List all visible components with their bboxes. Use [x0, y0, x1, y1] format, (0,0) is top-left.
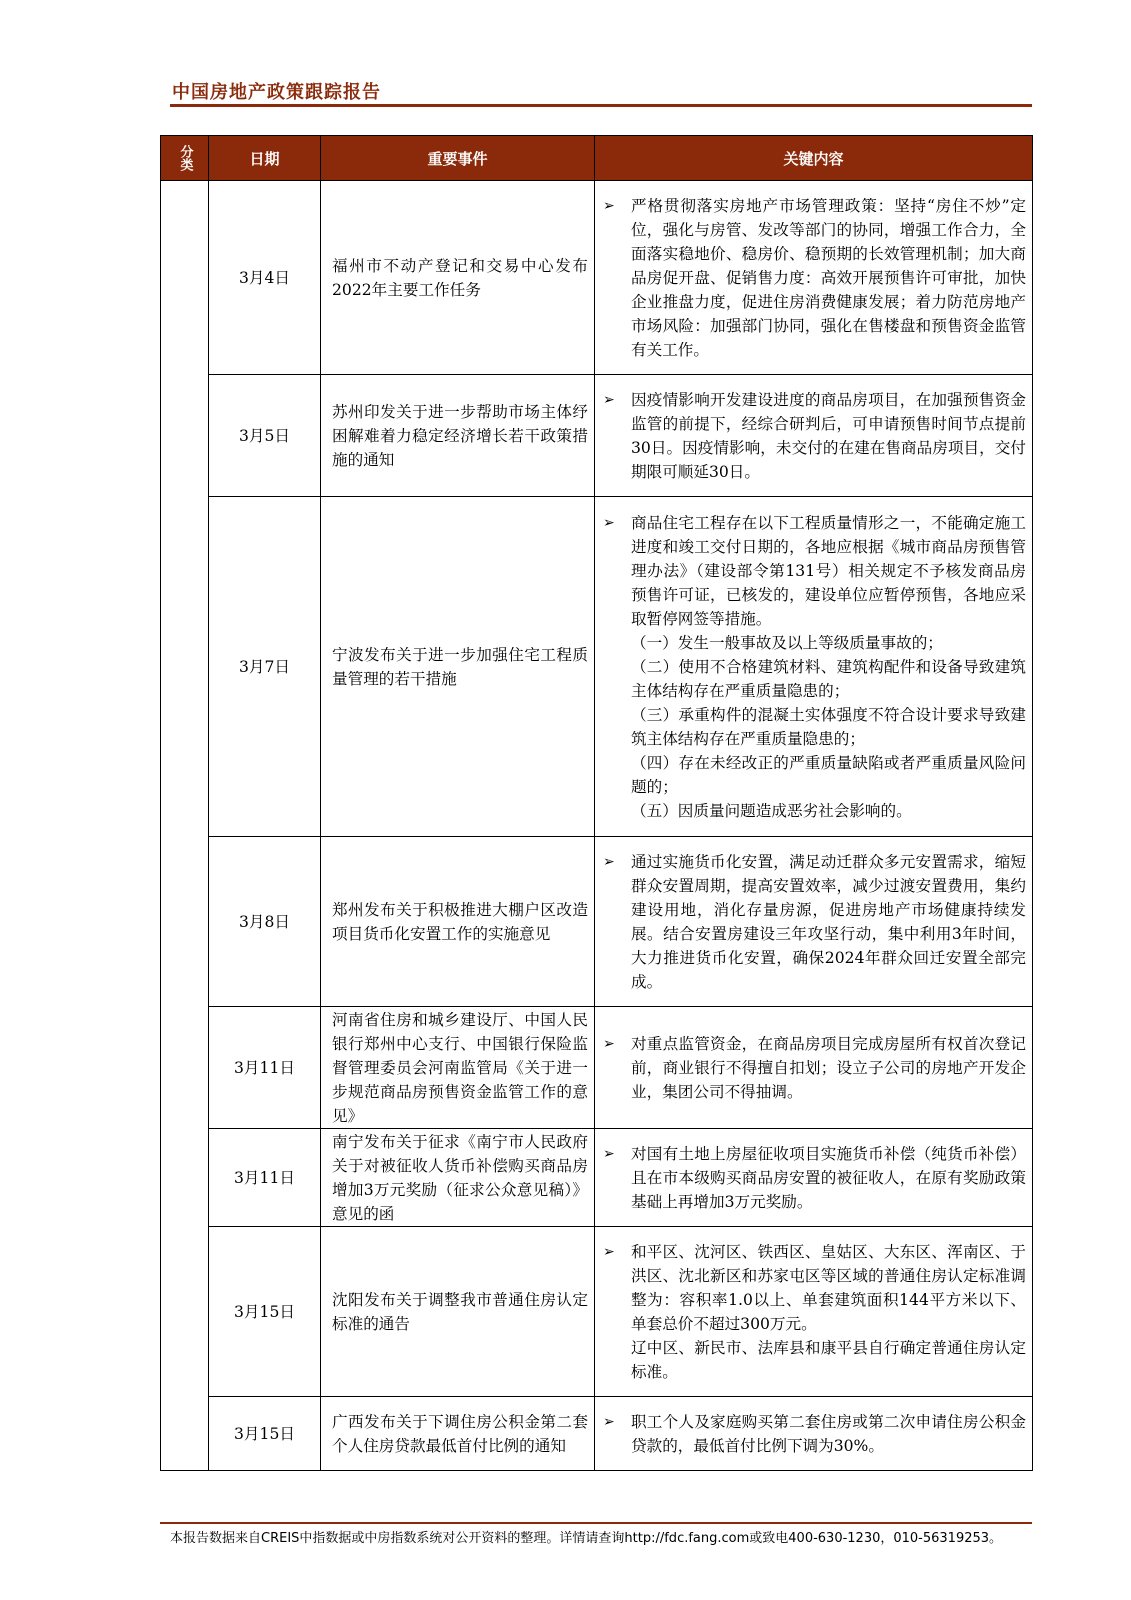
bullet-paragraph — [603, 1240, 1026, 1336]
header-event: 重要事件 — [321, 136, 595, 181]
date-cell: 3月5日 — [209, 375, 321, 497]
bullet-paragraph — [603, 1142, 1026, 1214]
date-cell: 3月7日 — [209, 497, 321, 837]
date-cell: 3月15日 — [209, 1227, 321, 1397]
table-row — [161, 181, 1033, 375]
bullet-paragraph — [603, 850, 1026, 994]
content-cell — [595, 1397, 1033, 1471]
header-divider — [170, 104, 1032, 107]
policy-table — [160, 135, 1033, 1471]
content-cell — [595, 1227, 1033, 1397]
bullet-paragraph — [603, 388, 1026, 484]
content-cell — [595, 181, 1033, 375]
header-content: 关键内容 — [595, 136, 1033, 181]
paragraph-text: 职工个人及家庭购买第二套住房或第二次申请住房公积金贷款的，最低首付比例下调为30%。 — [631, 1412, 1026, 1455]
event-cell: 苏州印发关于进一步帮助市场主体纾困解难着力稳定经济增长若干政策措施的通知 — [321, 375, 595, 497]
sub-paragraph: 辽中区、新民市、法库县和康平县自行确定普通住房认定标准。 — [631, 1338, 1026, 1381]
paragraph-text: 严格贯彻落实房地产市场管理政策：坚持“房住不炒”定位，强化与房管、发改等部门的协同，增强工作合力，全面落实稳地价、稳房价、稳预期的长效管理机制；加大商品房促开盘、促销售力度：高效开展预售许可审批，加快企业推盘力度，促进住房消费健康发展；着力防范房地产市场风险：加强部门协同，强化在售楼盘和预售资金监管有关工作。 — [631, 196, 1026, 359]
table-row — [161, 1129, 1033, 1227]
arrow-bullet-icon: ➢ — [603, 1035, 615, 1052]
footer-divider — [160, 1522, 1032, 1524]
category-cell — [161, 181, 209, 1471]
arrow-bullet-icon: ➢ — [603, 1145, 615, 1162]
event-cell: 沈阳发布关于调整我市普通住房认定标准的通告 — [321, 1227, 595, 1397]
bullet-paragraph — [603, 194, 1026, 362]
arrow-bullet-icon: ➢ — [603, 197, 615, 214]
event-cell: 河南省住房和城乡建设厅、中国人民银行郑州中心支行、中国银行保险监督管理委员会河南监管局《关于进一步规范商品房预售资金监管工作的意见》 — [321, 1007, 595, 1129]
table-row — [161, 1007, 1033, 1129]
arrow-bullet-icon: ➢ — [603, 1243, 615, 1260]
table-row — [161, 1397, 1033, 1471]
content-cell — [595, 837, 1033, 1007]
sub-paragraph: （三）承重构件的混凝土实体强度不符合设计要求导致建筑主体结构存在严重质量隐患的； — [631, 705, 1026, 748]
bullet-paragraph — [603, 1032, 1026, 1104]
bullet-paragraph — [603, 1410, 1026, 1458]
paragraph-text: 对重点监管资金，在商品房项目完成房屋所有权首次登记前，商业银行不得擅自扣划；设立子公司的房地产开发企业，集团公司不得抽调。 — [631, 1034, 1026, 1101]
footer-source-note: 本报告数据来自CREIS中指数据或中房指数系统对公开资料的整理。详情请查询http://fdc.fang.com或致电400-630-1230，010-56319253。 — [170, 1531, 1003, 1546]
date-cell: 3月11日 — [209, 1007, 321, 1129]
date-cell: 3月4日 — [209, 181, 321, 375]
date-cell: 3月8日 — [209, 837, 321, 1007]
date-cell: 3月11日 — [209, 1129, 321, 1227]
paragraph-text: 因疫情影响开发建设进度的商品房项目，在加强预售资金监管的前提下，经综合研判后，可申请预售时间节点提前30日。因疫情影响，未交付的在建在售商品房项目，交付期限可顺延30日。 — [631, 390, 1026, 481]
sub-paragraph: （四）存在未经改正的严重质量缺陷或者严重质量风险问题的； — [631, 753, 1026, 796]
table-header-row — [161, 136, 1033, 181]
table-row — [161, 837, 1033, 1007]
bullet-paragraph — [603, 511, 1026, 631]
table-row — [161, 1227, 1033, 1397]
arrow-bullet-icon: ➢ — [603, 391, 615, 408]
event-cell: 福州市不动产登记和交易中心发布2022年主要工作任务 — [321, 181, 595, 375]
paragraph-text: 对国有土地上房屋征收项目实施货币补偿（纯货币补偿）且在市本级购买商品房安置的被征收人，在原有奖励政策基础上再增加3万元奖励。 — [631, 1144, 1026, 1211]
content-cell — [595, 375, 1033, 497]
content-cell — [595, 1129, 1033, 1227]
table-row — [161, 497, 1033, 837]
arrow-bullet-icon: ➢ — [603, 514, 615, 531]
report-title: 中国房地产政策跟踪报告 — [172, 82, 381, 103]
content-cell — [595, 497, 1033, 837]
header-category: 分类 — [161, 136, 209, 181]
event-cell: 郑州发布关于积极推进大棚户区改造项目货币化安置工作的实施意见 — [321, 837, 595, 1007]
header-date: 日期 — [209, 136, 321, 181]
paragraph-text: 商品住宅工程存在以下工程质量情形之一，不能确定施工进度和竣工交付日期的，各地应根据《城市商品房预售管理办法》（建设部令第131号）相关规定不予核发商品房预售许可证，已核发的，建设单位应暂停预售，各地应采取暂停网签等措施。 — [631, 513, 1026, 628]
paragraph-text: 和平区、沈河区、铁西区、皇姑区、大东区、浑南区、于洪区、沈北新区和苏家屯区等区域的普通住房认定标准调整为：容积率1.0以上、单套建筑面积144平方米以下、单套总价不超过300万元。 — [631, 1242, 1026, 1333]
sub-paragraph: （一）发生一般事故及以上等级质量事故的； — [631, 633, 943, 652]
arrow-bullet-icon: ➢ — [603, 1413, 615, 1430]
sub-paragraph: （二）使用不合格建筑材料、建筑构配件和设备导致建筑主体结构存在严重质量隐患的； — [631, 657, 1026, 700]
sub-paragraph: （五）因质量问题造成恶劣社会影响的。 — [631, 801, 912, 820]
event-cell: 宁波发布关于进一步加强住宅工程质量管理的若干措施 — [321, 497, 595, 837]
table-body — [161, 181, 1033, 1471]
date-cell: 3月15日 — [209, 1397, 321, 1471]
event-cell: 广西发布关于下调住房公积金第二套个人住房贷款最低首付比例的通知 — [321, 1397, 595, 1471]
event-cell: 南宁发布关于征求《南宁市人民政府关于对被征收人货币补偿购买商品房增加3万元奖励（征求公众意见稿）》意见的函 — [321, 1129, 595, 1227]
arrow-bullet-icon: ➢ — [603, 853, 615, 870]
paragraph-text: 通过实施货币化安置，满足动迁群众多元安置需求，缩短群众安置周期，提高安置效率，减少过渡安置费用，集约建设用地，消化存量房源，促进房地产市场健康持续发展。结合安置房建设三年攻坚行动，集中利用3年时间，大力推进货币化安置，确保2024年群众回迁安置全部完成。 — [631, 852, 1026, 991]
content-cell — [595, 1007, 1033, 1129]
table-row — [161, 375, 1033, 497]
